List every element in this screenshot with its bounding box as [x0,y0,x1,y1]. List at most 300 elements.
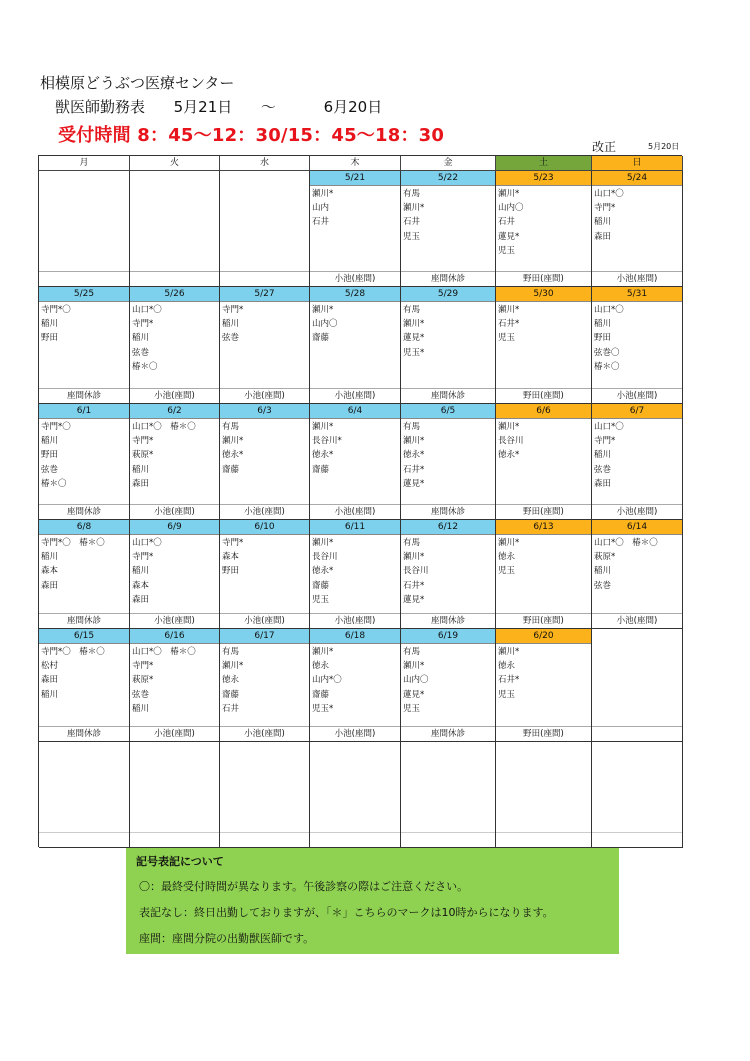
staff-entry: 瀬川* [403,552,425,563]
day-date: 5/24 [592,171,682,186]
staff-entry: 弦巻 [222,333,240,344]
staff-entry: 野田 [594,333,612,344]
staff-entry: 萩原* [594,552,616,563]
day-footer: 小池(座間) [592,504,682,519]
staff-entry: 弦巻 [594,464,612,475]
day-footer: 小池(座間) [592,388,682,403]
day-date: 6/3 [220,404,309,419]
staff-entry: 弦巻 [594,580,612,591]
row-divider [39,832,129,833]
staff-list [39,419,129,491]
staff-entry: 森田 [132,594,150,605]
revision-date: 5月20日 [648,142,680,151]
staff-entry: 石井 [222,703,240,714]
staff-entry: 瀬川* [403,661,425,672]
staff-entry: 寺門*〇 [41,422,71,432]
legend-line: 表記なし：終日出勤しておりますが、「＊」こちらのマークは10時からになります。 [139,906,554,919]
staff-entry: 稲川 [132,703,150,714]
staff-list [130,644,219,716]
staff-entry: 児玉 [498,245,516,256]
org-name: 相模原どうぶつ医療センター [40,74,235,92]
staff-entry: 椿＊〇 [132,361,158,372]
staff-entry: 稲川 [594,566,612,577]
staff-entry: 瀬川* [403,436,425,447]
staff-entry: 寺門*〇 椿＊〇 [41,538,105,548]
tilde: ～ [260,98,276,116]
row-divider [130,832,219,833]
staff-entry: 山口*〇 椿＊〇 [132,422,196,432]
legend-line: 〇：最終受付時間が異なります。午後診察の際はご注意ください。 [139,880,469,893]
day-cell [401,520,496,629]
staff-list [592,535,682,593]
staff-entry: 長谷川 [403,566,429,577]
staff-list [401,419,495,491]
day-cell [310,404,401,520]
staff-entry: 稲川 [41,319,59,330]
staff-entry: 蓮見* [403,333,425,344]
staff-entry: 齋藤 [312,333,330,344]
day-footer: 座間休診 [39,613,129,628]
day-footer: 小池(座間) [310,726,400,741]
staff-entry: 齋藤 [222,464,240,475]
day-footer: 小池(座間) [220,726,309,741]
day-footer: 野田(座間) [496,271,591,286]
staff-entry: 稲川 [41,436,59,447]
staff-entry: 萩原* [132,450,154,461]
day-cell [592,520,683,629]
staff-entry: 児玉 [403,231,421,242]
staff-entry: 瀬川* [403,319,425,330]
day-date: 6/14 [592,520,682,535]
day-footer: 野田(座間) [496,388,591,403]
staff-entry: 稲川 [41,689,59,700]
staff-entry: 寺門*〇 椿＊〇 [41,647,105,657]
day-footer: 小池(座間) [130,726,219,741]
staff-entry: 森田 [594,231,612,242]
empty-footer [130,271,219,286]
staff-entry: 山口*〇 [594,422,624,432]
day-footer: 座間休診 [401,504,495,519]
staff-entry: 有馬 [403,189,421,199]
day-date: 6/13 [496,520,591,535]
day-cell [592,287,683,404]
day-date: 6/7 [592,404,682,419]
day-cell [592,629,683,742]
staff-entry: 石井 [498,217,516,228]
day-cell [39,404,130,520]
staff-entry: 齋藤 [312,464,330,475]
staff-entry: 児玉* [312,703,334,714]
day-cell [496,404,592,520]
staff-list [592,302,682,374]
day-date: 6/12 [401,520,495,535]
staff-entry: 弦巻〇 [594,347,620,358]
day-date: 5/27 [220,287,309,302]
staff-entry: 徳永* [312,566,334,577]
day-footer: 野田(座間) [496,504,591,519]
day-cell [220,629,310,742]
staff-entry: 齋藤 [312,580,330,591]
staff-entry: 稲川 [594,319,612,330]
day-cell [39,629,130,742]
legend-line: 座間：座間分院の出勤獣医師です。 [139,932,315,945]
staff-list [592,186,682,244]
staff-entry: 瀬川* [498,189,520,199]
day-cell [401,404,496,520]
day-date: 5/28 [310,287,400,302]
staff-entry: 瀬川* [312,422,334,432]
staff-entry: 石井 [403,217,421,228]
day-footer: 小池(座間) [592,271,682,286]
staff-entry: 山口*〇 椿＊〇 [132,647,196,657]
day-cell [220,404,310,520]
staff-entry: 瀬川* [403,203,425,214]
day-date: 6/17 [220,629,309,644]
staff-entry: 児玉 [403,703,421,714]
staff-entry: 徳永* [403,450,425,461]
staff-entry: 山口*〇 [594,189,624,199]
staff-entry: 有馬 [403,538,421,548]
staff-entry: 蓮見* [403,478,425,489]
day-footer: 野田(座間) [496,726,591,741]
staff-list [310,535,400,607]
staff-entry: 森本 [41,566,59,577]
day-cell [310,742,401,848]
day-date: 6/9 [130,520,219,535]
day-date: 6/10 [220,520,309,535]
staff-entry: 石井* [498,319,520,330]
day-footer: 小池(座間) [220,504,309,519]
staff-entry: 蓮見* [403,594,425,605]
staff-list [220,419,309,477]
staff-entry: 瀬川* [312,305,334,315]
staff-list [310,644,400,716]
staff-entry: 山口*〇 [132,538,162,548]
staff-entry: 森本 [132,580,150,591]
revision-label: 改正 [592,140,617,154]
staff-entry: 瀬川* [222,661,244,672]
staff-list [130,419,219,491]
staff-list [220,644,309,716]
day-cell [310,287,401,404]
staff-entry: 稲川 [132,566,150,577]
staff-entry: 瀬川* [312,538,334,548]
staff-entry: 徳永* [222,450,244,461]
staff-list [39,302,129,346]
staff-entry: 寺門* [132,319,154,330]
staff-entry: 森田 [41,675,59,686]
staff-entry: 寺門* [222,305,244,315]
day-cell [496,629,592,742]
day-cell [130,171,220,287]
day-date: 6/11 [310,520,400,535]
day-cell [130,520,220,629]
staff-list [496,302,591,346]
row-divider [592,832,682,833]
day-cell [496,287,592,404]
day-cell [592,742,683,848]
staff-entry: 山口*〇 [132,305,162,315]
day-footer: 座間休診 [401,388,495,403]
staff-entry: 児玉 [498,689,516,700]
day-footer: 座間休診 [39,726,129,741]
day-cell [401,742,496,848]
staff-entry: 稲川 [222,319,240,330]
day-date: 6/1 [39,404,129,419]
day-cell [220,520,310,629]
staff-entry: 瀬川* [498,305,520,315]
schedule-calendar [38,155,682,847]
staff-entry: 稲川 [594,450,612,461]
day-cell [592,404,683,520]
staff-entry: 寺門*〇 [41,305,71,315]
reception-hours: 受付時間 8：45～12：30/15：45～18：30 [58,125,445,146]
staff-list [496,419,591,463]
staff-entry: 瀬川* [498,647,520,657]
day-cell [130,742,220,848]
weekday-header: 日 [592,156,683,171]
day-cell [496,171,592,287]
staff-entry: 稲川 [41,552,59,563]
staff-entry: 徳永 [222,675,240,686]
day-footer: 小池(座間) [130,388,219,403]
day-footer: 小池(座間) [130,504,219,519]
row-divider [496,832,591,833]
day-date: 5/25 [39,287,129,302]
weekday-header: 金 [401,156,496,171]
day-footer: 小池(座間) [310,388,400,403]
start-date: 5月21日 [173,98,233,116]
staff-entry: 森田 [594,478,612,489]
day-cell [310,520,401,629]
day-footer: 座間休診 [401,726,495,741]
staff-entry: 山内〇 [498,203,524,214]
staff-list [496,186,591,258]
staff-list [39,644,129,702]
empty-footer [130,832,219,847]
staff-list [310,186,400,230]
staff-entry: 森田 [132,478,150,489]
staff-entry: 有馬 [403,422,421,432]
day-cell [496,742,592,848]
staff-entry: 有馬 [222,647,240,657]
weekday-header: 木 [310,156,401,171]
staff-entry: 山内 [312,203,330,214]
day-date: 6/18 [310,629,400,644]
staff-entry: 長谷川* [312,436,342,447]
day-cell [220,171,310,287]
staff-list [130,302,219,374]
day-cell [130,629,220,742]
staff-entry: 徳永* [498,450,520,461]
staff-entry: 稲川 [132,464,150,475]
staff-entry: 弦巻 [132,347,150,358]
legend-title: 記号表記について [136,855,224,868]
staff-list [401,186,495,244]
empty-footer [220,832,309,847]
day-date: 5/22 [401,171,495,186]
day-cell [592,171,683,287]
weekday-header: 水 [220,156,310,171]
empty-footer [496,832,591,847]
staff-entry: 児玉 [498,333,516,344]
staff-entry: 長谷川 [312,552,338,563]
day-footer: 小池(座間) [130,613,219,628]
day-date: 6/5 [401,404,495,419]
day-date: 6/16 [130,629,219,644]
empty-footer [401,832,495,847]
row-divider [220,832,309,833]
staff-entry: 瀬川* [498,538,520,548]
day-cell [130,287,220,404]
staff-list [39,535,129,593]
staff-list [401,302,495,360]
staff-entry: 齋藤 [312,689,330,700]
staff-entry: 寺門* [132,436,154,447]
day-cell [220,287,310,404]
schedule-title [55,96,382,117]
day-cell [496,520,592,629]
day-cell [39,742,130,848]
day-date: 5/26 [130,287,219,302]
day-footer: 座間休診 [401,271,495,286]
staff-list [220,535,309,579]
staff-list [592,419,682,491]
day-cell [310,629,401,742]
staff-entry: 山内〇 [403,675,429,686]
staff-entry: 瀬川* [222,436,244,447]
staff-entry: 瀬川* [312,647,334,657]
day-footer: 小池(座間) [310,504,400,519]
staff-entry: 徳永 [498,661,516,672]
staff-entry: 児玉* [403,347,425,358]
day-footer: 小池(座間) [310,271,400,286]
staff-entry: 弦巻 [41,464,59,475]
weekday-header: 土 [496,156,592,171]
day-date: 5/30 [496,287,591,302]
end-date: 6月20日 [323,98,383,116]
staff-entry: 長谷川 [498,436,524,447]
staff-entry: 野田 [41,450,59,461]
day-date: 5/21 [310,171,400,186]
day-date: 6/15 [39,629,129,644]
day-cell [310,171,401,287]
day-cell [130,404,220,520]
staff-entry: 徳永 [312,661,330,672]
day-date: 5/23 [496,171,591,186]
staff-entry: 石井* [403,464,425,475]
empty-footer [310,832,400,847]
staff-entry: 山内〇 [312,319,338,330]
staff-entry: 石井 [312,217,330,228]
staff-entry: 有馬 [403,305,421,315]
staff-entry: 寺門* [594,436,616,447]
day-cell [39,287,130,404]
staff-entry: 稲川 [594,217,612,228]
empty-footer [39,832,129,847]
day-footer: 座間休診 [39,388,129,403]
staff-entry: 寺門* [222,538,244,548]
staff-list [310,419,400,477]
staff-entry: 石井* [498,675,520,686]
day-cell [39,171,130,287]
staff-entry: 寺門* [132,552,154,563]
staff-entry: 野田 [222,566,240,577]
staff-entry: 寺門* [132,661,154,672]
day-date: 6/2 [130,404,219,419]
day-cell [39,520,130,629]
staff-entry: 瀬川* [312,189,334,199]
staff-entry: 石井* [403,580,425,591]
staff-entry: 蓮見* [403,689,425,700]
staff-list [220,302,309,346]
empty-footer [39,271,129,286]
title-label: 獣医師勤務表 [55,98,146,116]
staff-entry: 山内*〇 [312,675,342,686]
day-footer: 座間休診 [401,613,495,628]
legend-box [126,848,619,954]
staff-entry: 森田 [41,580,59,591]
weekday-header: 月 [39,156,130,171]
day-footer: 小池(座間) [310,613,400,628]
staff-entry: 野田 [41,333,59,344]
staff-list [496,535,591,579]
staff-entry: 徳永* [312,450,334,461]
day-footer: 小池(座間) [220,613,309,628]
day-date: 6/4 [310,404,400,419]
day-footer: 野田(座間) [496,613,591,628]
empty-footer [592,832,682,847]
day-cell [401,287,496,404]
day-footer: 小池(座間) [220,388,309,403]
staff-entry: 稲川 [132,333,150,344]
staff-entry: 山口*〇 椿＊〇 [594,538,658,548]
staff-entry: 徳永 [498,552,516,563]
staff-entry: 萩原* [132,675,154,686]
staff-entry: 蓮見* [498,231,520,242]
day-date: 5/29 [401,287,495,302]
day-cell [401,171,496,287]
staff-entry: 森本 [222,552,240,563]
staff-entry: 瀬川* [498,422,520,432]
staff-list [401,535,495,607]
staff-entry: 寺門* [594,203,616,214]
staff-entry: 椿＊〇 [41,478,67,489]
staff-list [496,644,591,702]
staff-entry: 山口*〇 [594,305,624,315]
weekday-header: 火 [130,156,220,171]
staff-entry: 椿＊〇 [594,361,620,372]
staff-list [401,644,495,716]
staff-entry: 弦巻 [132,689,150,700]
staff-list [130,535,219,607]
day-date: 6/8 [39,520,129,535]
staff-entry: 児玉 [498,566,516,577]
staff-list [310,302,400,346]
day-cell [220,742,310,848]
empty-footer [220,271,309,286]
day-cell [401,629,496,742]
day-date: 6/19 [401,629,495,644]
staff-entry: 有馬 [403,647,421,657]
staff-entry: 松村 [41,661,59,672]
day-date: 5/31 [592,287,682,302]
day-footer: 小池(座間) [592,613,682,628]
staff-entry: 有馬 [222,422,240,432]
row-divider [401,832,495,833]
day-footer: 座間休診 [39,504,129,519]
empty-footer [592,726,682,741]
